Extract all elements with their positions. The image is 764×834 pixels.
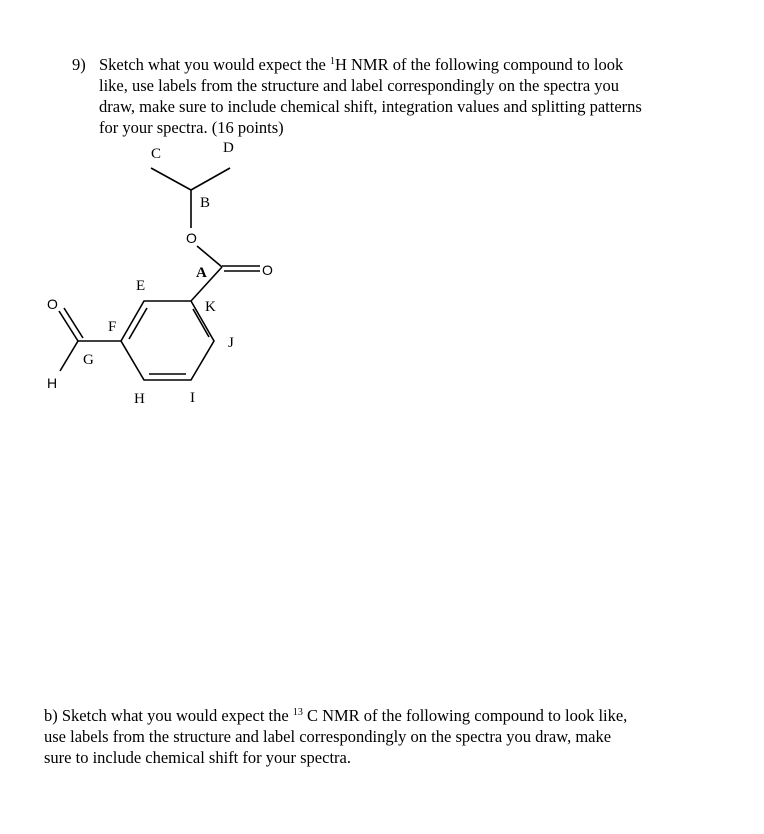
question-number: 9) [72,55,86,74]
label-d: D [223,140,234,156]
label-g: G [83,352,94,368]
text: Sketch what you would expect the [99,55,330,74]
question-b-line-2: use labels from the structure and label correspondingly on the spectra you draw, make [44,727,612,746]
label-e: E [136,278,146,294]
question-a-line-3: draw, make sure to include chemical shift, integration values and splitting patterns [99,97,642,116]
text: H NMR of the following compound to look [334,55,624,74]
label-k: K [205,299,216,315]
text: C NMR of the following compound to look like, [302,706,628,725]
label-j: J [228,335,234,351]
question-b-line-1 [44,706,627,726]
atom-aldehyde-h: H [47,375,58,391]
atom-aldehyde-o: O [47,296,58,312]
label-h: H [134,391,145,407]
superscript: 1 [329,56,335,67]
bond-b-c [151,168,191,190]
bond-o-a [197,246,222,267]
bond-b-d [191,168,230,190]
label-a: A [196,265,207,281]
benzene-ring [121,301,214,380]
label-i: I [190,390,195,406]
atom-carbonyl-o: O [262,262,273,278]
question-a-line-4: for your spectra. (16 points) [99,118,284,137]
label-c: C [151,146,162,162]
atom-ester-o: O [186,230,197,246]
question-a-line-2: like, use labels from the structure and label correspondingly on the spectra you [99,76,620,95]
question-b-line-3: sure to include chemical shift for your spectra. [44,748,351,767]
label-f: F [108,319,117,335]
label-b: B [200,195,211,211]
superscript: 13 [292,707,303,718]
bond-g-h [60,341,78,371]
text: b) Sketch what you would expect the [44,706,293,725]
